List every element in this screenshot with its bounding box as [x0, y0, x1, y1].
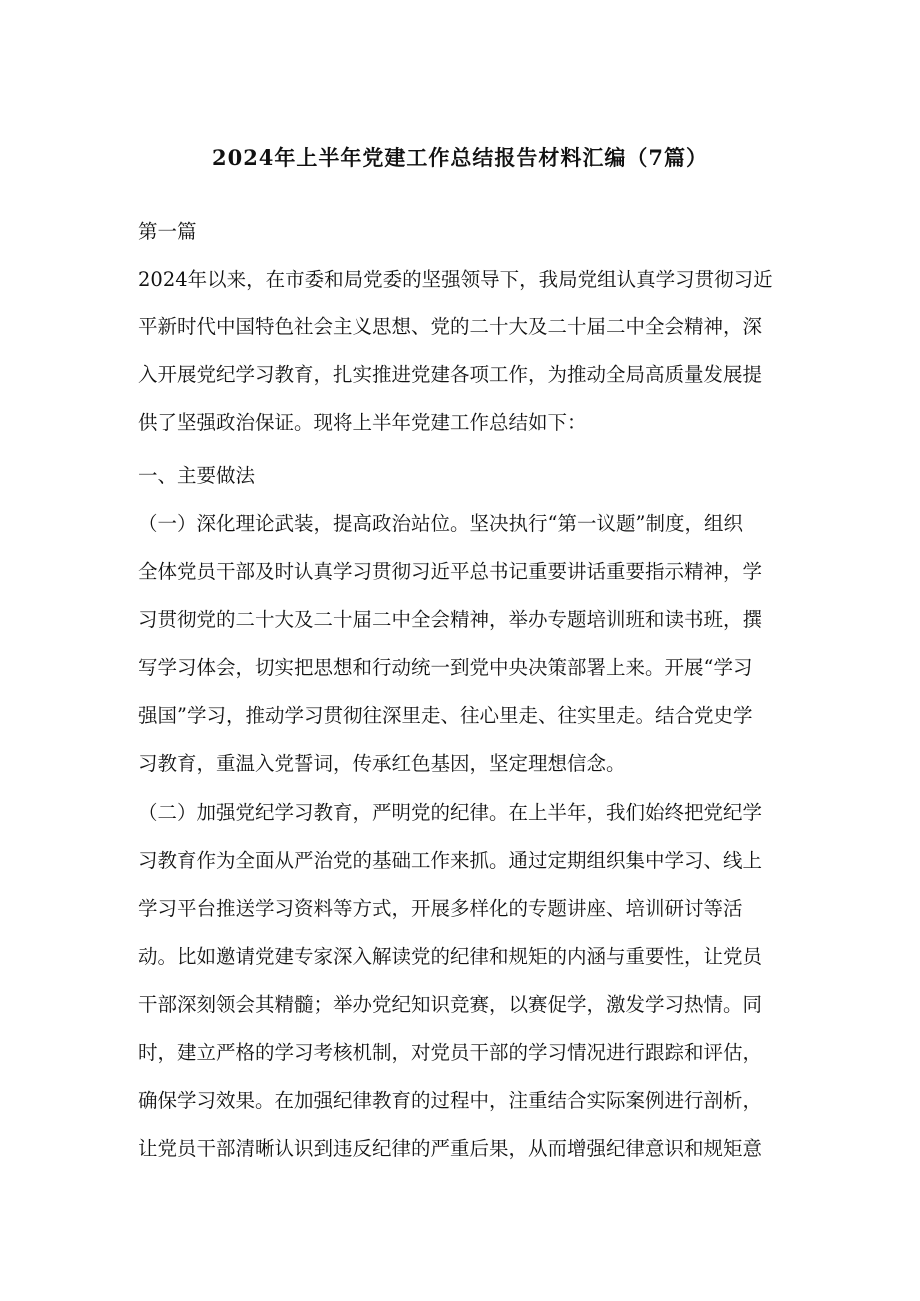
document-title: 2024年上半年党建工作总结报告材料汇编（7篇）: [211, 145, 709, 170]
paragraph-line: 干部深刻领会其精髓；举办党纪知识竞赛，以赛促学，激发学习热情。同: [138, 993, 763, 1016]
section-heading: 一、主要做法: [138, 464, 256, 487]
paragraph-line: 习教育，重温入党誓词，传承红色基因，坚定理想信念。: [138, 752, 626, 775]
paragraph-line: 动。比如邀请党建专家深入解读党的纪律和规矩的内涵与重要性，让党员: [138, 945, 763, 968]
paragraph-line: （一）深化理论武装，提高政治站位。坚决执行“第一议题”制度，组织: [138, 512, 743, 535]
paragraph-line: 写学习体会，切实把思想和行动统一到党中央决策部署上来。开展“学习: [138, 656, 753, 679]
section-heading: 第一篇: [138, 220, 197, 243]
paragraph-line: 确保学习效果。在加强纪律教育的过程中，注重结合实际案例进行剖析，: [138, 1089, 763, 1112]
paragraph-line: 2024年以来，在市委和局党委的坚强领导下，我局党组认真学习贯彻习近: [138, 268, 773, 291]
paragraph-line: 时，建立严格的学习考核机制，对党员干部的学习情况进行跟踪和评估，: [138, 1041, 763, 1064]
paragraph-line: 入开展党纪学习教育，扎实推进党建各项工作，为推动全局高质量发展提: [138, 363, 763, 386]
paragraph-line: 平新时代中国特色社会主义思想、党的二十大及二十届二中全会精神，深: [138, 315, 763, 338]
paragraph-line: 供了坚强政治保证。现将上半年党建工作总结如下：: [138, 411, 587, 434]
paragraph-line: 让党员干部清晰认识到违反纪律的严重后果，从而增强纪律意识和规矩意: [138, 1137, 763, 1160]
paragraph-line: 强国”学习，推动学习贯彻往深里走、往心里走、往实里走。结合党史学: [138, 704, 753, 727]
paragraph-line: 习教育作为全面从严治党的基础工作来抓。通过定期组织集中学习、线上: [138, 849, 763, 872]
paragraph-line: （二）加强党纪学习教育，严明党的纪律。在上半年，我们始终把党纪学: [138, 801, 763, 824]
paragraph-line: 习贯彻党的二十大及二十届二中全会精神，举办专题培训班和读书班，撰: [138, 608, 763, 631]
paragraph-line: 学习平台推送学习资料等方式，开展多样化的专题讲座、培训研讨等活: [138, 897, 743, 920]
paragraph-line: 全体党员干部及时认真学习贯彻习近平总书记重要讲话重要指示精神，学: [138, 560, 763, 583]
